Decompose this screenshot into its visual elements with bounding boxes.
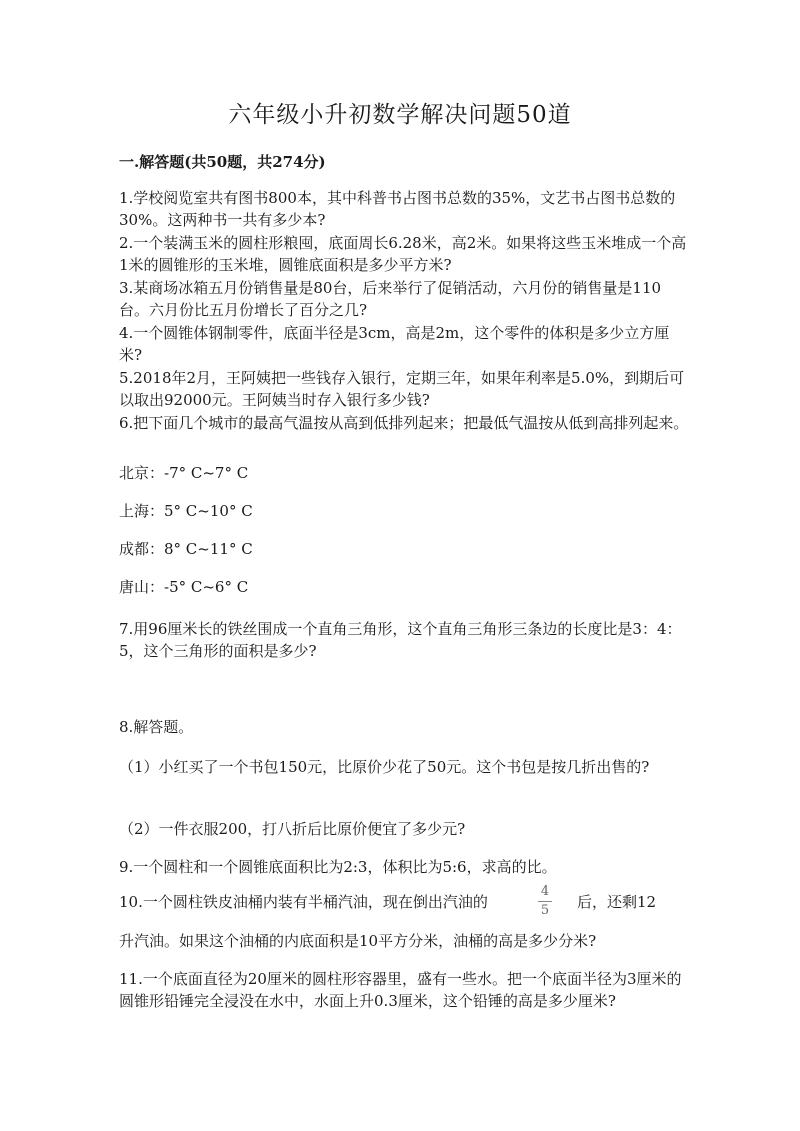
page-title: 六年级小升初数学解决问题50道 xyxy=(228,102,572,128)
question-1: 1.学校阅览室共有图书800本，其中科普书占图书总数的35%，文艺书占图书总数的30%。这两种书一共有多少本? xyxy=(119,189,676,230)
question-8-part-2: （2）一件衣服200，打八折后比原价便宜了多少元? xyxy=(119,820,466,838)
fraction-numerator: 4 xyxy=(538,884,552,902)
city-tangshan: 唐山：-5° C~6° C xyxy=(119,578,249,596)
fraction-four-fifths xyxy=(538,884,552,919)
city-chengdu: 成都：8° C~11° C xyxy=(119,540,253,558)
question-3: 3.某商场冰箱五月份销售量是80台，后来举行了促销活动，六月份的销售量是110台。六月份比五月份增长了百分之几? xyxy=(119,279,662,320)
section-heading: 一.解答题(共50题，共274分) xyxy=(119,153,326,171)
question-10-start: 10.一个圆柱铁皮油桶内装有半桶汽油，现在倒出汽油的 xyxy=(119,893,488,911)
question-8: 8.解答题。 xyxy=(119,718,194,736)
question-11: 11.一个底面直径为20厘米的圆柱形容器里，盛有一些水。把一个底面半径为3厘米的圆锥形铅锤完全浸没在水中，水面上升0.3厘米，这个铅锤的高是多少厘米? xyxy=(119,970,682,1011)
question-6: 6.把下面几个城市的最高气温按从高到低排列起来；把最低气温按从低到高排列起来。 xyxy=(119,414,689,432)
question-5: 5.2018年2月，王阿姨把一些钱存入银行，定期三年，如果年利率是5.0%，到期后可以取出92000元。王阿姨当时存入银行多少钱? xyxy=(119,369,685,410)
question-2: 2.一个装满玉米的圆柱形粮囤，底面周长6.28米，高2米。如果将这些玉米堆成一个高1米的圆锥形的玉米堆，圆锥底面积是多少平方米? xyxy=(119,234,687,275)
question-8-part-1: （1）小红买了一个书包150元，比原价少花了50元。这个书包是按几折出售的? xyxy=(119,758,650,776)
fraction-denominator: 5 xyxy=(540,903,550,918)
city-beijing: 北京：-7° C~7° C xyxy=(119,464,249,482)
question-9: 9.一个圆柱和一个圆锥底面积比为2:3，体积比为5:6，求高的比。 xyxy=(119,858,557,876)
question-10-middle: 后，还剩12 xyxy=(577,893,657,911)
city-shanghai: 上海：5° C~10° C xyxy=(119,502,253,520)
question-7: 7.用96厘米长的铁丝围成一个直角三角形，这个直角三角形三条边的长度比是3：4：5，这个三角形的面积是多少? xyxy=(119,620,682,661)
question-4: 4.一个圆锥体钢制零件，底面半径是3cm，高是2m，这个零件的体积是多少立方厘米? xyxy=(119,324,670,365)
question-10-end: 升汽油。如果这个油桶的内底面积是10平方分米，油桶的高是多少分米? xyxy=(119,932,597,950)
